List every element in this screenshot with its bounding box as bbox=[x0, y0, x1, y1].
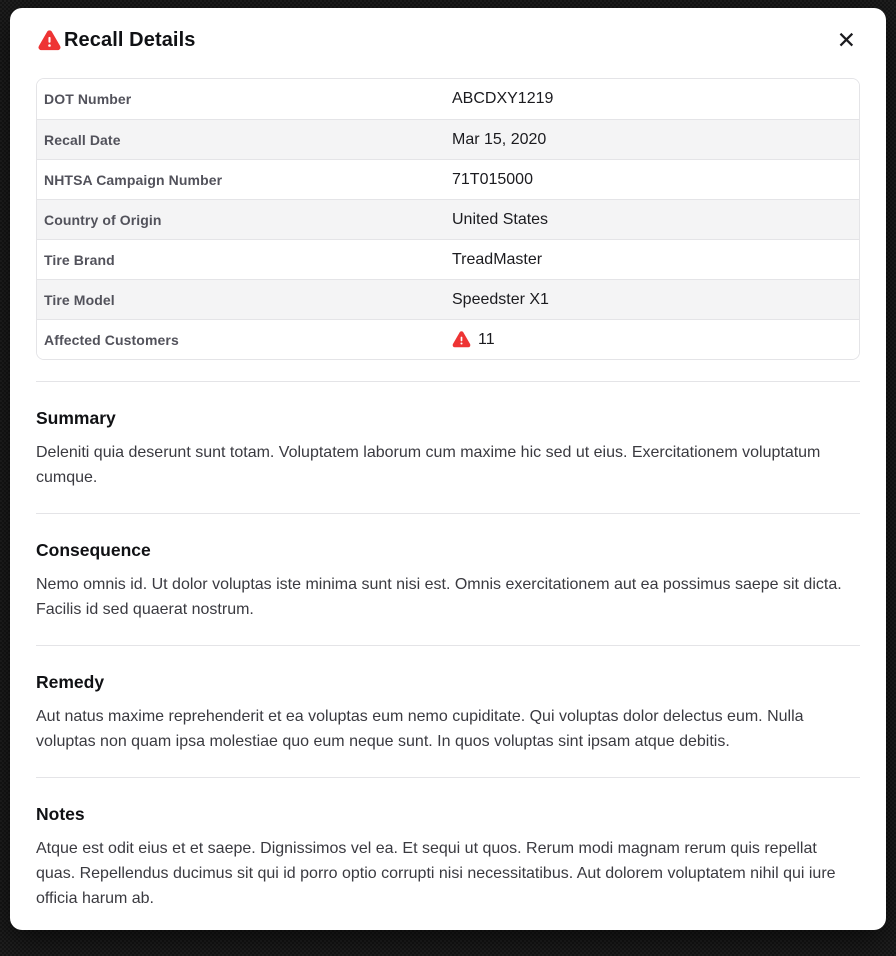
row-label: Tire Brand bbox=[44, 251, 115, 268]
table-row-nhtsa-campaign-number bbox=[37, 159, 859, 199]
row-value bbox=[448, 200, 859, 239]
section-heading: Consequence bbox=[36, 540, 151, 560]
row-value bbox=[448, 120, 859, 159]
table-row-tire-model bbox=[37, 279, 859, 319]
row-value-text: Speedster X1 bbox=[452, 290, 549, 308]
row-value bbox=[448, 320, 859, 359]
section-body: Deleniti quia deserunt sunt totam. Voluptatem laborum cum maxime hic sed ut eius. Exercitationem voluptatum cumque. bbox=[36, 444, 821, 486]
warning-triangle-icon bbox=[38, 29, 61, 52]
close-icon: ✕ bbox=[836, 26, 856, 53]
modal-header bbox=[10, 8, 886, 78]
row-value-text: 71T015000 bbox=[452, 170, 533, 188]
row-value bbox=[448, 280, 859, 319]
row-label: DOT Number bbox=[44, 91, 132, 107]
section-body: Aut natus maxime reprehenderit et ea voluptas eum nemo cupiditate. Qui voluptas dolor delectus eum. Nulla voluptas non quam ipsa molestiae quo eum neque sunt. In quos voluptas sint ipsam atque debitis. bbox=[36, 708, 804, 750]
row-value-text: Mar 15, 2020 bbox=[452, 130, 547, 148]
section-heading: Summary bbox=[36, 408, 116, 428]
recall-details-modal bbox=[10, 8, 886, 930]
row-label: Country of Origin bbox=[44, 211, 162, 228]
section-body: Atque est odit eius et et saepe. Dignissimos vel ea. Et sequi ut quos. Rerum modi magnam rerum quis repellat quas. Repellendus ducimus sit qui id porro optio corrupti nisi necessitatibus. Aut dolorem voluptatem nihil qui iure officia harum ab. bbox=[36, 840, 836, 907]
section-consequence bbox=[36, 513, 860, 645]
row-label: Recall Date bbox=[44, 131, 121, 148]
modal-title-group bbox=[38, 28, 195, 52]
recall-text-sections bbox=[36, 381, 860, 930]
warning-triangle-icon bbox=[452, 331, 471, 348]
table-row-recall-date bbox=[37, 119, 859, 159]
section-remedy bbox=[36, 645, 860, 777]
page-title: Recall Details bbox=[64, 29, 196, 51]
row-label: Tire Model bbox=[44, 291, 115, 308]
section-summary bbox=[36, 381, 860, 513]
table-row-affected-customers bbox=[37, 319, 859, 359]
table-row-dot-number bbox=[37, 79, 859, 119]
row-value bbox=[448, 240, 859, 279]
recall-details-table bbox=[36, 78, 860, 360]
close-button[interactable] bbox=[835, 26, 858, 53]
row-value-text: TreadMaster bbox=[452, 250, 543, 268]
row-value bbox=[448, 160, 859, 199]
row-value-text: ABCDXY1219 bbox=[452, 90, 554, 107]
section-body: Nemo omnis id. Ut dolor voluptas iste minima sunt nisi est. Omnis exercitationem aut ea possimus saepe sit dicta. Facilis id sed quaerat nostrum. bbox=[36, 576, 842, 618]
table-row-country-of-origin bbox=[37, 199, 859, 239]
row-value bbox=[448, 79, 859, 119]
row-value-text: United States bbox=[452, 210, 549, 228]
row-label: Affected Customers bbox=[44, 331, 179, 348]
section-notes bbox=[36, 777, 860, 930]
row-value-text: 11 bbox=[478, 330, 495, 348]
section-heading: Remedy bbox=[36, 672, 105, 692]
row-label: NHTSA Campaign Number bbox=[44, 171, 223, 188]
table-row-tire-brand bbox=[37, 239, 859, 279]
section-heading: Notes bbox=[36, 804, 85, 824]
